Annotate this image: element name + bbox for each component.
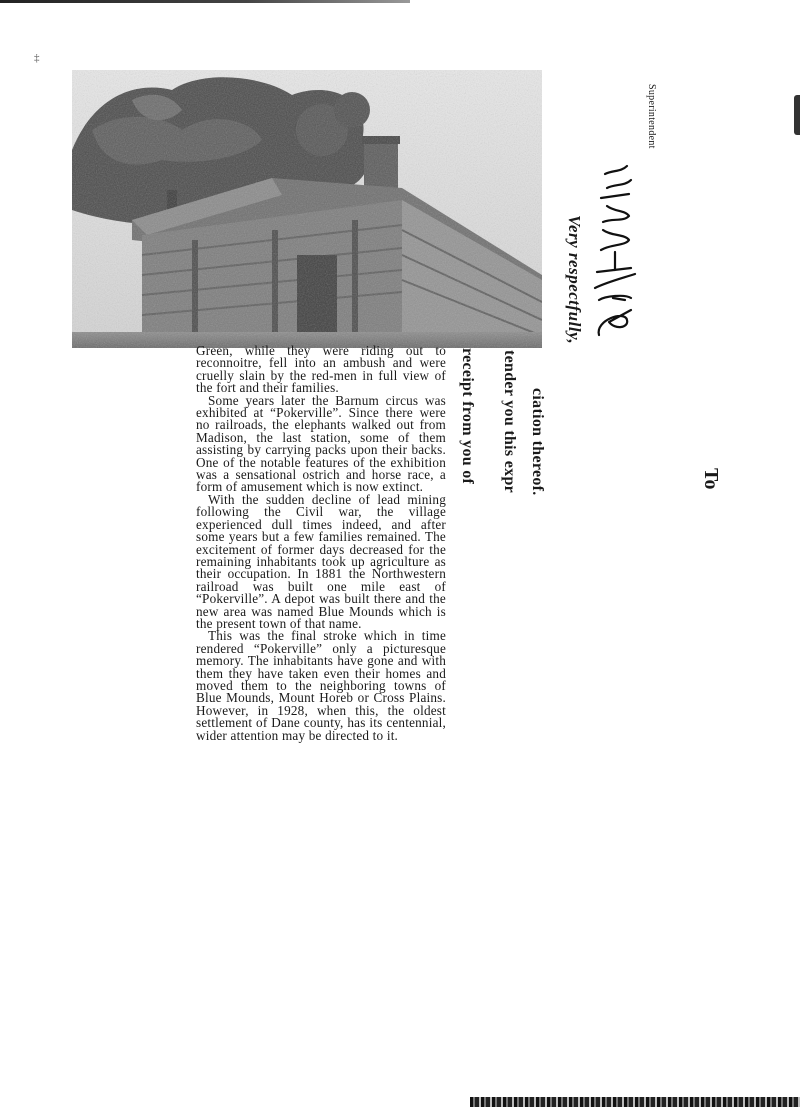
clipping-paragraph-3: With the sudden decline of lead mining following the Civil war, the village experienced dull times indeed, and after some years but a few families remained. The excitement of former days decreased for the remaining inhabitants took up agriculture as their occupation. In 1881 the Northwestern railroad was built one mile east of “Pokerville”. A depot was built there and the new area was named Blue Mounds which is the present town of that name. bbox=[196, 491, 446, 631]
handwritten-signature bbox=[585, 160, 645, 340]
letter-line-1: receipt from you of bbox=[459, 348, 476, 485]
signer-title: Superintendent bbox=[646, 84, 657, 149]
stray-scan-mark: ‡ bbox=[34, 52, 40, 64]
cabin-photograph bbox=[72, 70, 542, 348]
salutation-to: To bbox=[700, 468, 722, 490]
newspaper-clipping bbox=[196, 345, 446, 742]
bottom-scan-noise bbox=[470, 1097, 800, 1107]
letter-line-2: tender you this expr bbox=[501, 350, 518, 494]
clipping-paragraph-2: Some years later the Barnum circus was exhibited at “Pokerville”. Since there were no railroads, the elephants walked out from Madison, the last station, some of them assisting by carrying packs upon their backs. One of the notable features of the exhibition was a sensational ostrich and horse race, a form of amusement which is now extinct. bbox=[196, 392, 446, 495]
top-scan-rule bbox=[0, 0, 410, 3]
clipping-paragraph-4: This was the final stroke which in time rendered “Pokerville” only a picturesque memory. The inhabitants have gone and with them they have taken even their homes and moved them to the neighboring towns of Blue Mounds, Mount Horeb or Cross Plains. However, in 1928, when this, the oldest settlement of Dane county, has its centennial, wider attention may be directed to it. bbox=[196, 628, 446, 743]
letter-closing: Very respectfully, bbox=[565, 215, 584, 345]
letter-line-3: ciation thereof. bbox=[529, 388, 546, 496]
clipping-paragraph-1: Green, while they were riding out to reconnoitre, fell into an ambush and were cruelly slain by the red-men in full view of the fort and their families. bbox=[196, 343, 446, 396]
edge-scan-mark bbox=[794, 95, 800, 135]
cabin-photo-illustration bbox=[72, 70, 542, 348]
